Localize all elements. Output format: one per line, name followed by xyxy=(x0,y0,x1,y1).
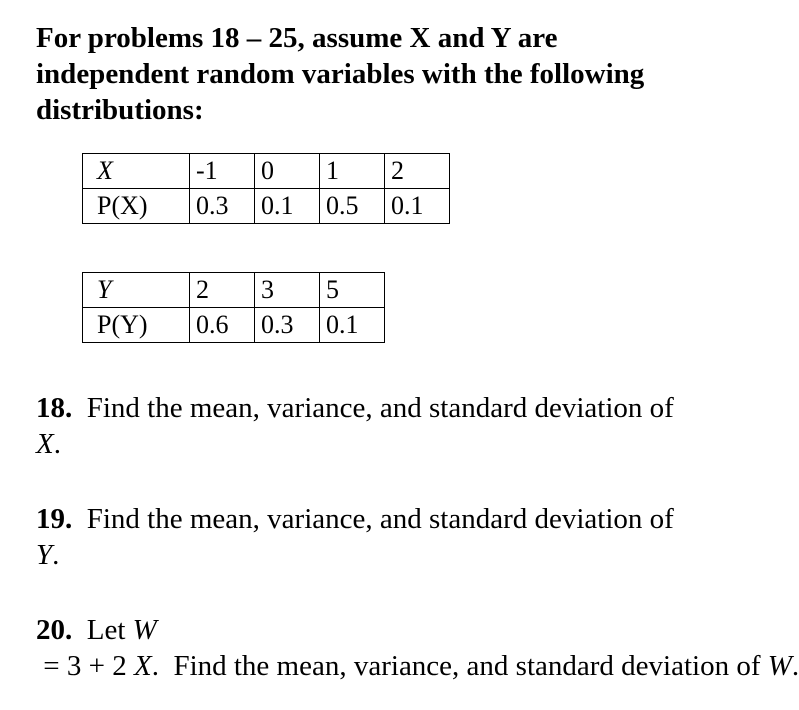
distribution-table-x xyxy=(82,153,450,224)
table-x-prob: 0.1 xyxy=(385,189,450,224)
table-y-prob: 0.1 xyxy=(320,308,385,343)
problem-19-number: 19. xyxy=(36,503,73,535)
problem-18-period: . xyxy=(53,428,61,460)
problem-20 xyxy=(36,612,799,684)
table-x-prob: 0.1 xyxy=(255,189,320,224)
table-x-value-row xyxy=(83,154,450,189)
problem-20-period: . xyxy=(791,650,799,682)
table-y-value: 2 xyxy=(190,273,255,308)
problem-20-text: . Find the mean, variance, and standard deviation of xyxy=(151,650,768,682)
problem-20-var-w: W xyxy=(132,614,157,646)
problem-20-var-x: X xyxy=(133,650,152,682)
problem-20-var-w2: W xyxy=(767,650,792,682)
table-y-var-label: Y xyxy=(83,273,190,308)
table-x-var-label: X xyxy=(83,154,190,189)
distribution-table-y xyxy=(82,272,385,343)
table-y-prob-label: P(Y) xyxy=(83,308,190,343)
table-x-prob-row xyxy=(83,189,450,224)
table-y-value: 3 xyxy=(255,273,320,308)
problem-19-variable: Y xyxy=(36,539,53,571)
problem-20-number: 20. xyxy=(36,614,73,646)
problem-18-variable: X xyxy=(36,428,54,460)
table-x-prob: 0.5 xyxy=(320,189,385,224)
table-x-value: 1 xyxy=(320,154,385,189)
table-x-prob: 0.3 xyxy=(190,189,255,224)
table-x-prob-label: P(X) xyxy=(83,189,190,224)
table-x-value: 0 xyxy=(255,154,320,189)
problem-set-intro: For problems 18 – 25, assume X and Y are independent random variables with the following distributions: xyxy=(36,22,645,126)
problem-20-lead: Let xyxy=(86,614,133,646)
problem-18-text: Find the mean, variance, and standard deviation of xyxy=(86,392,674,424)
problem-18-number: 18. xyxy=(36,392,73,424)
table-y-prob-row xyxy=(83,308,385,343)
table-y-value-row xyxy=(83,273,385,308)
problem-18 xyxy=(36,390,676,462)
table-y-prob: 0.3 xyxy=(255,308,320,343)
problem-19-text: Find the mean, variance, and standard deviation of xyxy=(86,503,674,535)
table-x-value: 2 xyxy=(385,154,450,189)
problem-20-equation: = 3 + 2 xyxy=(36,650,134,682)
table-x-value: -1 xyxy=(190,154,255,189)
problem-19 xyxy=(36,501,676,573)
table-y-prob: 0.6 xyxy=(190,308,255,343)
table-y-value: 5 xyxy=(320,273,385,308)
problem-19-period: . xyxy=(52,539,60,571)
